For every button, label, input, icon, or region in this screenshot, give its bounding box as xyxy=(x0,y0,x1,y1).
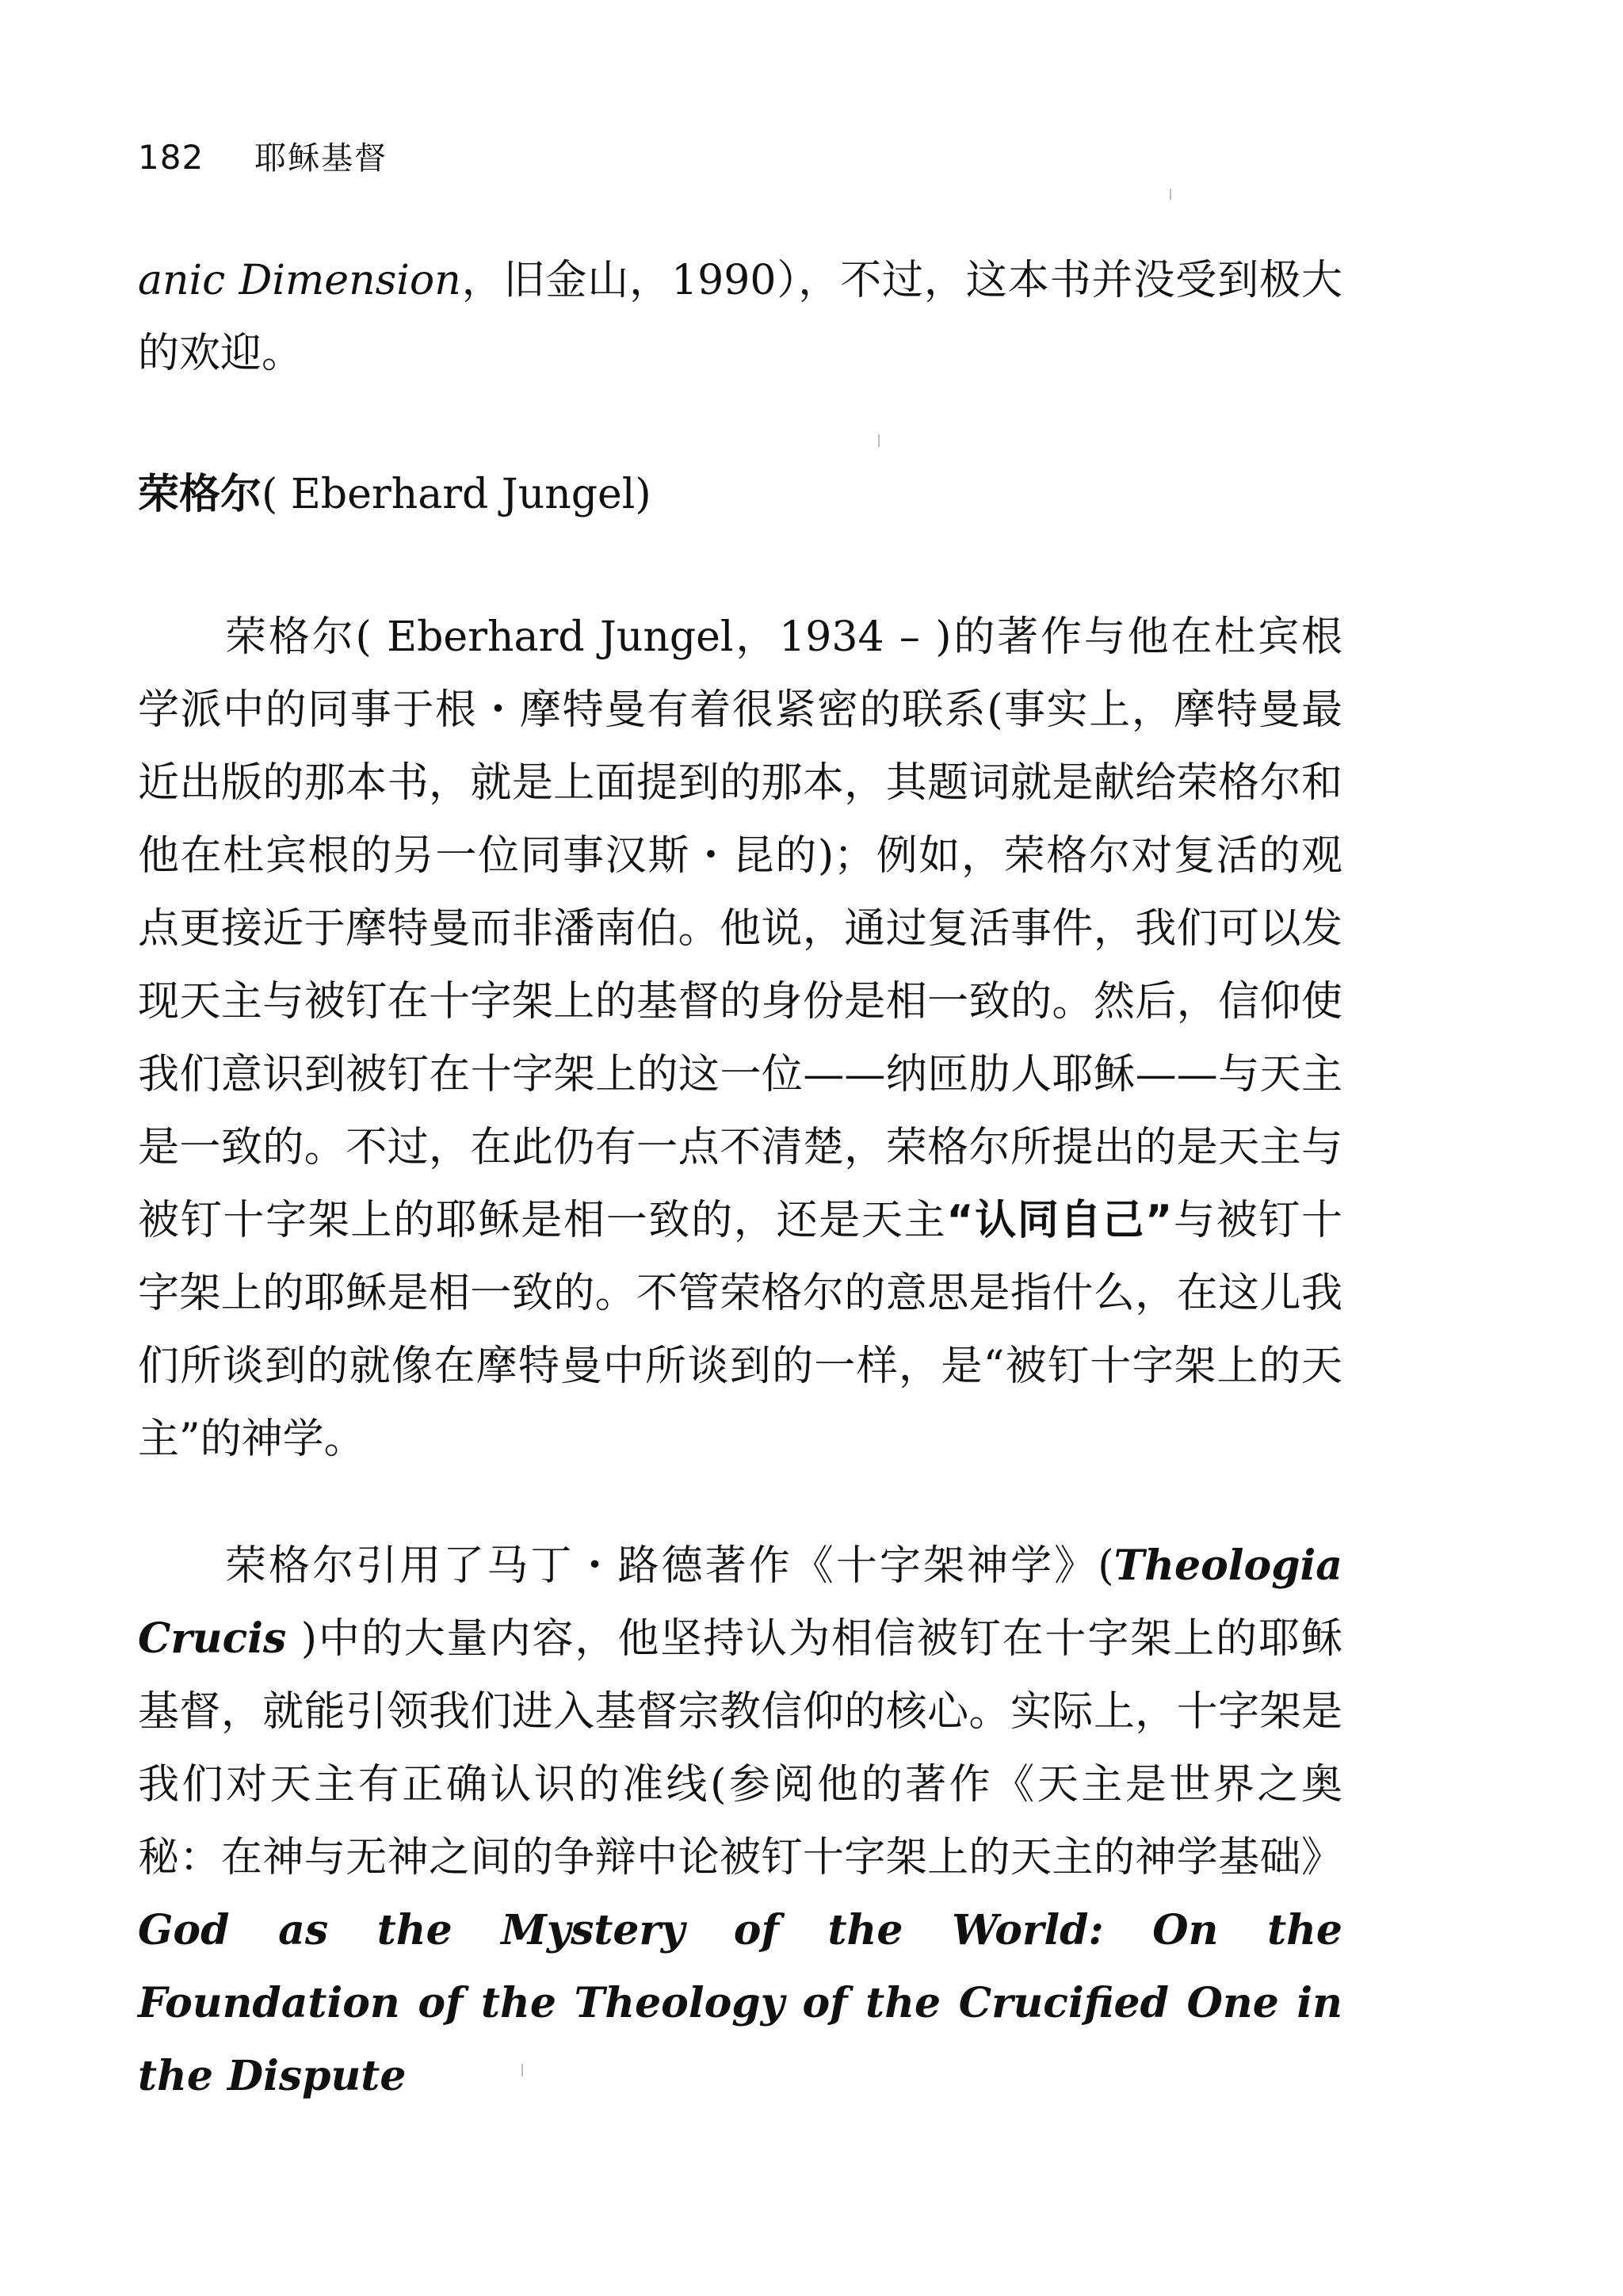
paragraph-1-part-b: 与被钉十字架上的耶稣是相一致的。不管荣格尔的意思是指什么，在这儿我们所谈到的就像在摩特曼中所谈到的一样，是“被钉十字架上的天主”的神学。 xyxy=(138,1197,1342,1463)
book-title-tail: anic Dimension xyxy=(138,257,461,304)
scan-mark-top xyxy=(1170,189,1171,200)
latin-title: Theologia Crucis xyxy=(138,1541,1342,1663)
paragraph-1-part-a: 荣格尔( Eberhard Jungel，1934 – )的著作与他在杜宾根学派中的同事于根・摩特曼有着很紧密的联系(事实上，摩特曼最近出版的那本书，就是上面提到的那本，其题词就是献给荣格尔和他在杜宾根的另一位同事汉斯・昆的)；例如，荣格尔对复活的观点更接近于摩特曼而非潘南伯。他说，通过复活事件，我们可以发现天主与被钉在十字架上的基督的身份是相一致的。然后，信仰使我们意识到被钉在十字架上的这一位——纳匝肋人耶稣——与天主是一致的。不过，在此仍有一点不清楚，荣格尔所提出的是天主与被钉十字架上的耶稣是相一致的，还是天主 xyxy=(138,613,1342,1244)
scan-mark-middle xyxy=(878,434,880,447)
scan-mark-bottom xyxy=(521,2064,523,2076)
continuation-paragraph xyxy=(138,244,1342,390)
paragraph-1-emphasis: “认同自己” xyxy=(946,1197,1173,1244)
paragraph-1 xyxy=(138,601,1342,1476)
running-title: 耶稣基督 xyxy=(254,140,388,177)
section-heading-cn: 荣格尔 xyxy=(138,471,262,518)
paragraph-2-part-b: )中的大量内容，他坚持认为相信被钉在十字架上的耶稣基督，就能引领我们进入基督宗教信仰的核心。实际上，十字架是我们对天主有正确认识的准线(参阅他的著作《天主是世界之奥秘：在神与无神之间的争辩中论被钉十字架上的天主的神学基础》 xyxy=(138,1615,1342,1881)
page-header xyxy=(138,133,388,178)
section-heading-en: ( Eberhard Jungel) xyxy=(262,471,651,518)
continuation-text: ，旧金山，1990），不过，这本书并没受到极大的欢迎。 xyxy=(138,257,1342,377)
section-heading xyxy=(138,458,651,531)
paragraph-2-part-a: 荣格尔引用了马丁・路德著作《十字架神学》( xyxy=(225,1542,1114,1590)
english-title: God as the Mystery of the World: On the Foundation of the Theology of the Crucified One in the Dispute xyxy=(138,1906,1342,2100)
paragraph-2 xyxy=(138,1530,1342,2113)
page-number: 182 xyxy=(138,138,204,177)
